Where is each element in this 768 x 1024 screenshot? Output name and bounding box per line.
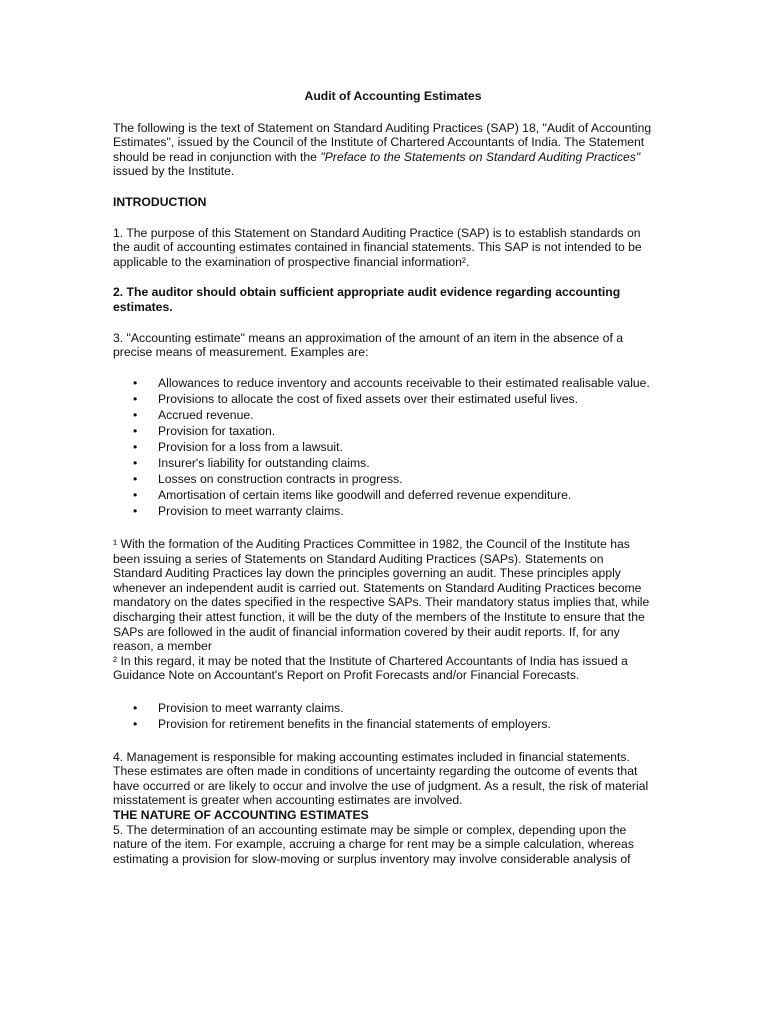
list-item (113, 504, 655, 519)
intro-paragraph (113, 121, 655, 179)
footnote-2: ² In this regard, it may be noted that the Institute of Chartered Accountants of India has issued a Guidance Note on Accountant's Report on Profit Forecasts and/or Financial Forecasts. (113, 653, 628, 683)
document-title: Audit of Accounting Estimates (304, 89, 482, 103)
examples-list (113, 376, 655, 519)
bullet-icon: • (133, 504, 138, 519)
introduction-heading: INTRODUCTION (113, 194, 207, 209)
list-item (113, 440, 655, 455)
list-item-text: Allowances to reduce inventory and accounts receivable to their estimated realisable value. (158, 375, 650, 390)
bullet-icon: • (133, 375, 138, 390)
paragraph-1: 1. The purpose of this Statement on Standard Auditing Practice (SAP) is to establish standards on the audit of accounting estimates contained in financial statements. This SAP is not intended to be applicable to the examination of prospective financial information². (113, 225, 642, 269)
list-item (113, 456, 655, 471)
bullet-icon: • (133, 717, 138, 732)
bullet-icon: • (133, 488, 138, 503)
list-item (113, 408, 655, 423)
bullet-icon: • (133, 701, 138, 715)
list-item-text: Insurer's liability for outstanding claims. (158, 456, 370, 471)
list-item (113, 472, 655, 487)
list-item-text: Provision to meet warranty claims. (158, 701, 344, 715)
bullet-icon: • (133, 391, 138, 406)
intro-text-start: The following is the text of Statement on Standard Auditing Practices (SAP) 18, "Audit of Accounting Estimates", issued by the Council of the Institute of Chartered Accountants of India. The Statement should be read in conjunction with the (113, 120, 652, 164)
list-item-text: Provisions to allocate the cost of fixed assets over their estimated useful lives. (158, 391, 578, 406)
list-item (113, 717, 655, 732)
list-item-text: Provision for retirement benefits in the financial statements of employers. (158, 717, 551, 732)
list-item (113, 376, 655, 391)
nature-heading: THE NATURE OF ACCOUNTING ESTIMATES (113, 808, 369, 823)
bullet-icon: • (133, 407, 138, 422)
document-body (113, 89, 655, 866)
bullet-icon: • (133, 440, 138, 455)
bullet-icon: • (133, 456, 138, 471)
intro-text-end: issued by the Institute. (113, 164, 235, 179)
list-item (113, 701, 655, 716)
list-item-text: Provision for a loss from a lawsuit. (158, 440, 343, 455)
footnote-1: ¹ With the formation of the Auditing Practices Committee in 1982, the Council of the Institute has been issuing a series of Statements on Standard Auditing Practices (SAPs). Statements on Standard Auditing Practices lay down the principles governing an audit. These principles apply whenever an independent audit is carried out. Statements on Standard Auditing Practices become mandatory on the dates specified in the respective SAPs. Their mandatory status implies that, while discharging their attest function, it will be the duty of the members of the Institute to ensure that the SAPs are followed in the audit of financial information covered by their audit reports. If, for any reason, a member (113, 537, 650, 654)
list-item-text: Provision to meet warranty claims. (158, 504, 344, 519)
paragraph-2: 2. The auditor should obtain sufficient appropriate audit evidence regarding accounting estimates. (113, 285, 621, 314)
footnotes (113, 537, 655, 683)
list-item-text: Accrued revenue. (158, 407, 254, 422)
examples-list-continued (113, 701, 655, 732)
list-item-text: Provision for taxation. (158, 424, 276, 438)
list-item (113, 424, 655, 439)
list-item (113, 392, 655, 407)
paragraph-5: 5. The determination of an accounting estimate may be simple or complex, depending upon the nature of the item. For example, accruing a charge for rent may be a simple calculation, whereas estimating a provision for slow-moving or surplus inventory may involve considerable analysis of (113, 822, 634, 866)
list-item (113, 488, 655, 503)
bullet-icon: • (133, 472, 138, 487)
paragraph-3: 3. "Accounting estimate" means an approximation of the amount of an item in the absence of a precise means of measurement. Examples are: (113, 330, 623, 360)
preface-reference: "Preface to the Statements on Standard Auditing Practices" (320, 149, 641, 164)
paragraph-4: 4. Management is responsible for making accounting estimates included in financial statements. These estimates are often made in conditions of uncertainty regarding the outcome of events that have occurred or are likely to occur and involve the use of judgment. As a result, the risk of material misstatement is greater when accounting estimates are involved. (113, 749, 649, 808)
bullet-icon: • (133, 424, 138, 438)
list-item-text: Losses on construction contracts in progress. (158, 472, 403, 487)
list-item-text: Amortisation of certain items like goodwill and deferred revenue expenditure. (158, 488, 572, 503)
